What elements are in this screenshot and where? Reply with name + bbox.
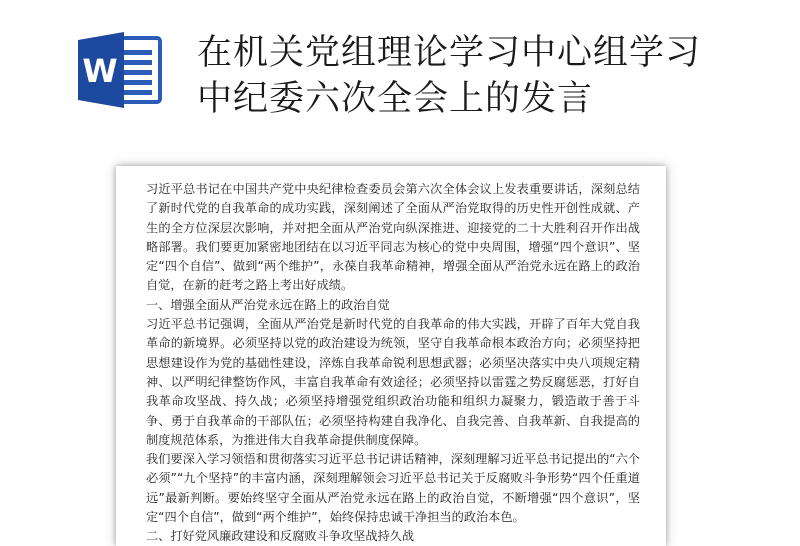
document-page <box>116 166 666 546</box>
word-icon <box>78 30 164 110</box>
section-heading-2: 二、打好党风廉政建设和反腐败斗争攻坚战持久战 <box>146 529 415 544</box>
document-body <box>146 180 640 546</box>
paragraph-section-1: 习近平总书记强调，全面从严治党是新时代党的自我革命的伟大实践，开辟了百年大党自我革命的新境界。必须坚持以党的政治建设为统领，坚守自我革命根本政治方向；必须坚持把思想建设作为党的基础性建设，淬炼自我革命锐利思想武器；必须坚决落实中央八项规定精神、以严明纪律整饬作风，丰富自我革命有效途径；必须坚持以雷霆之势反腐惩恶，打好自我革命攻坚战、持久战；必须坚持增强党组织政治功能和组织力凝聚力，锻造敢于善于斗争、勇于自我革命的干部队伍；必须坚持构建自我净化、自我完善、自我革新、自我提高的制度规范体系，为推进伟大自我革命提供制度保障。 <box>146 317 640 447</box>
paragraph-section-1-b: 我们要深入学习领悟和贯彻落实习近平总书记讲话精神，深刻理解习近平总书记提出的“六个必须”“九个坚持”的丰富内涵，深刻理解领会习近平总书记关于反腐败斗争形势“四个任重道远”最新判断。要始终坚守全面从严治党永远在路上的政治自觉，不断增强“四个意识”，坚定“四个自信”，做到“两个维护”，始终保持忠诚干净担当的政治本色。 <box>146 452 640 525</box>
header <box>0 0 800 150</box>
section-heading-1: 一、增强全面从严治党永远在路上的政治自觉 <box>146 297 390 312</box>
title-line-1: 在机关党组理论学习中心组学习 <box>197 33 702 73</box>
page-title <box>197 30 757 122</box>
title-line-2: 中纪委六次全会上的发言 <box>197 79 594 119</box>
word-icon-letter: W <box>82 52 118 90</box>
paragraph-intro: 习近平总书记在中国共产党中央纪律检查委员会第六次全体会议上发表重要讲话，深刻总结了新时代党的自我革命的成功实践，深刻阐述了全面从严治党取得的历史性开创性成就、产生的全方位深层次影响，并对把全面从严治党向纵深推进、迎接党的二十大胜利召开作出战略部署。我们要更加紧密地团结在以习近平同志为核心的党中央周围，增强“四个意识”、坚定“四个自信”、做到“两个维护”，永葆自我革命精神，增强全面从严治党永远在路上的政治自觉，在新的赶考之路上考出好成绩。 <box>146 182 640 293</box>
